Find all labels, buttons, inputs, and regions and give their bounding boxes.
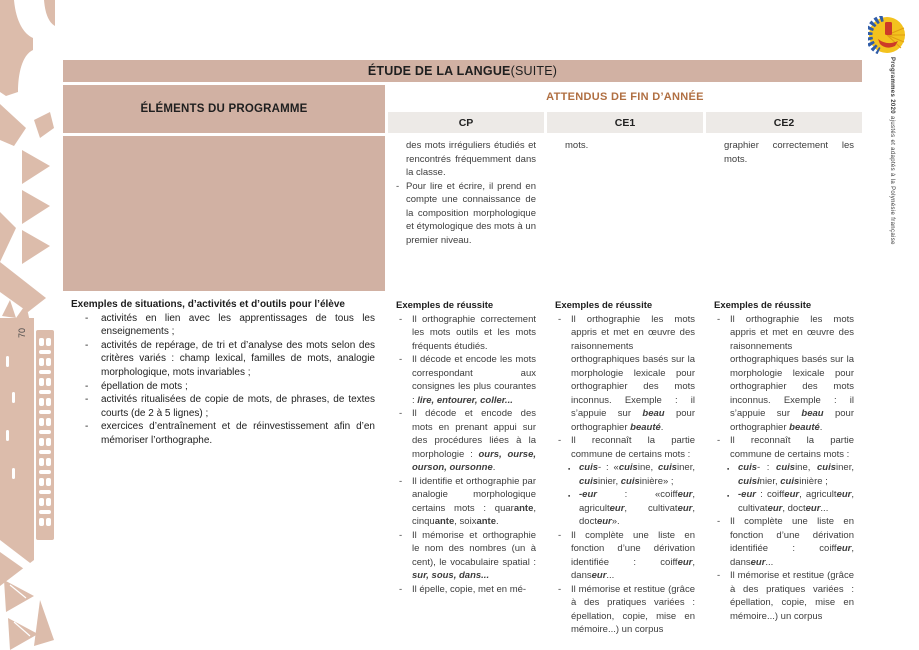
side-note-bold: Programmes 2020 (889, 57, 895, 114)
table-title: ÉTUDE DE LA LANGUE (367, 64, 511, 78)
attendus-header-group (388, 85, 862, 133)
table-title-suffix: (SUITE) (510, 64, 558, 78)
ce1-top-cell: mots. (565, 140, 589, 151)
elements-empty-cell (63, 136, 385, 291)
elements-examples-cell: Exemples de situations, d’activités et d’outils pour l’élève - activités en lien avec les apprentissages de tous les enseignements ; - activités de repérage, de tri et d’analyse des mots selon des critères variés : champ lexical, familles de mots, analogie morphologique, mots invariables ; - épellation de mots ; - activités ritualisées de copie de mots, de phrases, de textes courts (de 2 à 5 lignes) ; - exercices d’entraînement et de réinvestissement afin d’en mémoriser l’orthographe. (71, 299, 375, 446)
grade-header-ce1: CE1 (547, 112, 703, 133)
attendus-header: ATTENDUS DE FIN D’ANNÉE (546, 91, 704, 103)
grade-header-cp: CP (388, 112, 544, 133)
side-note (889, 57, 895, 327)
page-number: 70 (17, 328, 27, 339)
ce2-top-cell: graphier correctement les mots. (724, 140, 854, 165)
table-body-main-row (63, 296, 862, 650)
ce2-reussite-cell: Exemples de réussite - Il orthographie les mots appris et met en œuvre des raisonnements orthographiques basés sur la morphologie lexicale pour orthographier des mots inconnus. Exemple : il s’appuie sur beau pour orthographier beauté. - Il reconnaît la partie commune de certains mots : ▪ cuis- : cuisine, cuisiner, cuisinier, cuisinière ; ▪ -eur : coiffeur, agriculteur, cultivateur, docteur... - Il complète une liste en fonction d’une dérivation identifiée : coiffeur, danseur... - Il mémorise et restitue (grâce à des pratiques variées : épellation, copie, mise en mémoire...) un corpus (714, 300, 854, 622)
polynesia-coat-of-arms-logo (868, 16, 906, 54)
cp-top-cell: des mots irréguliers étudiés et rencontrés fréquemment dans la classe. - Pour lire et écrire, il prend en compte une connaissance de la composition morphologique et étymologique des mots à un premier niveau. (396, 140, 536, 246)
curriculum-table (63, 60, 862, 650)
polynesian-pattern-graphic (0, 0, 55, 650)
table-header-row (63, 85, 862, 133)
cp-reussite-cell: Exemples de réussite - Il orthographie correctement les mots outils et les mots fréquents étudiés. - Il décode et encode les mots correspondant aux consignes les plus courantes : lire, entourer, coller... - Il décode et encode des mots en prenant appui sur des procédures liées à la morphologie : ours, ourse, ourson, oursonne. - Il identifie et orthographie par analogie morphologique certains mots : quarante, cinquante, soixante. - Il mémorise et orthographie le nom des nombres (un à cent), le vocabulaire spatial : sur, sous, dans... - Il épelle, copie, met en mé- (396, 300, 536, 595)
table-title-bar (63, 60, 862, 82)
side-note-rest: ajustés et adaptés à la Polynésie française (889, 113, 895, 245)
grade-header-row (388, 112, 862, 133)
elements-du-programme-header: ÉLÉMENTS DU PROGRAMME (63, 85, 385, 133)
table-body-top-row (63, 136, 862, 291)
ce1-reussite-cell: Exemples de réussite - Il orthographie les mots appris et met en œuvre des raisonnements orthographiques basés sur la morphologie lexicale pour orthographier des mots inconnus. Exemple : il s’appuie sur beau pour orthographier beauté. - Il reconnaît la partie commune de certains mots : ▪ cuis- : «cuisine, cuisiner, cuisinier, cuisinière» ; ▪ -eur : «coiffeur, agriculteur, cultivateur, docteur». - Il complète une liste en fonction d’une dérivation identifiée : coiffeur, danseur... - Il mémorise et restitue (grâce à des pratiques variées : épellation, copie, mise en mémoire...) un corpus (555, 300, 695, 635)
grade-header-ce2: CE2 (706, 112, 862, 133)
